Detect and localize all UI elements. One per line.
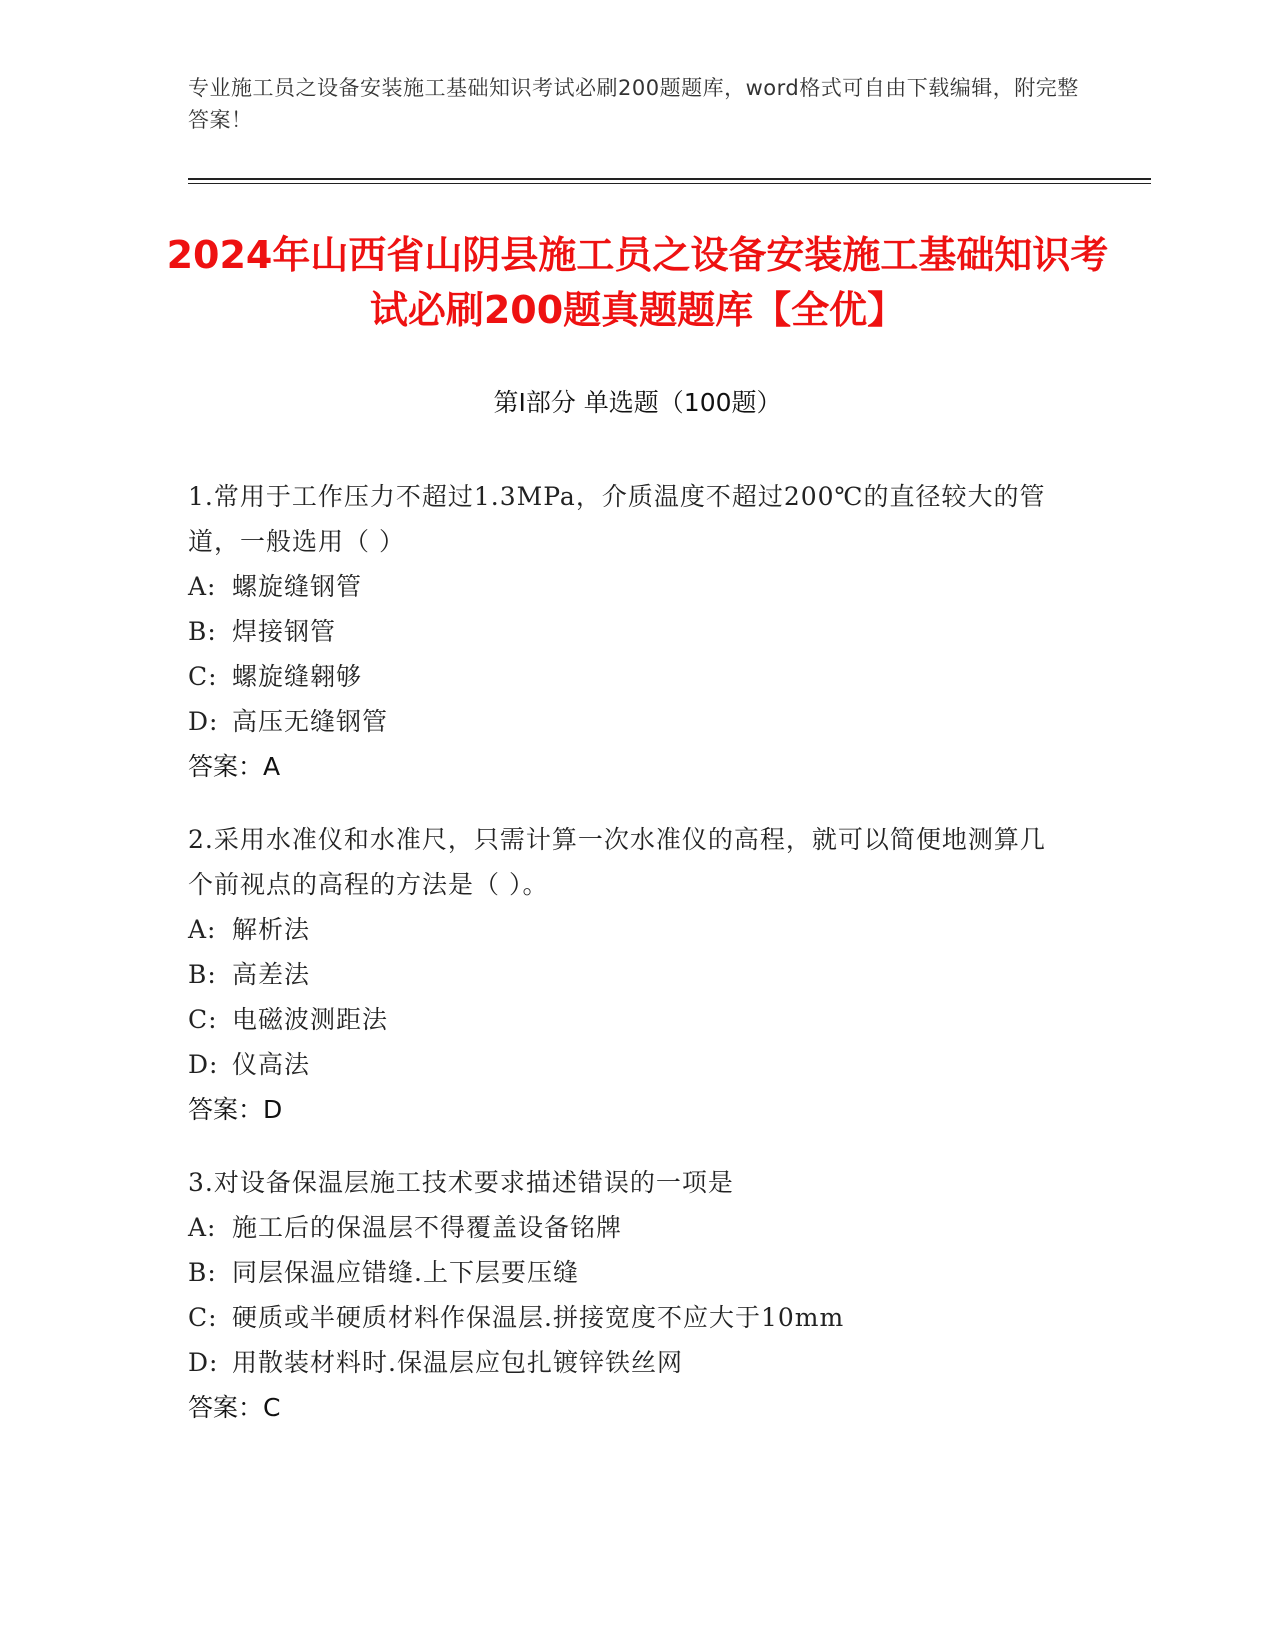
header-rule-thin — [188, 183, 1151, 184]
header-note: 专业施工员之设备安装施工基础知识考试必刷200题题库，word格式可自由下载编辑，附完整答案！ — [188, 76, 1079, 132]
option-text: 用散装材料时.保温层应包扎镀锌铁丝网 — [232, 1348, 683, 1377]
option-letter: A: — [188, 915, 217, 944]
question-stem: 2.采用水准仪和水准尺，只需计算一次水准仪的高程，就可以简便地测算几个前视点的高程的方法是（ ）。 — [188, 825, 1046, 899]
option-b — [188, 1250, 1068, 1295]
option-c — [188, 654, 1068, 699]
option-text: 焊接钢管 — [232, 617, 337, 646]
answer-value: D — [263, 1095, 283, 1124]
option-b — [188, 952, 1068, 997]
answer-line — [188, 1087, 1068, 1132]
option-letter: B: — [188, 1258, 217, 1287]
question-2 — [188, 817, 1068, 1132]
answer-value: A — [263, 752, 281, 781]
option-d — [188, 1042, 1068, 1087]
option-text: 螺旋缝翱够 — [232, 662, 363, 691]
header-rule-thick — [188, 178, 1151, 180]
option-text: 施工后的保温层不得覆盖设备铭牌 — [232, 1213, 623, 1242]
option-text: 高压无缝钢管 — [232, 707, 389, 736]
answer-line — [188, 744, 1068, 789]
option-text: 同层保温应错缝.上下层要压缝 — [232, 1258, 579, 1287]
question-stem: 1.常用于工作压力不超过1.3MPa，介质温度不超过200℃的直径较大的管道，一般选用（ ） — [188, 482, 1046, 556]
answer-label: 答案： — [188, 1095, 264, 1124]
question-1 — [188, 474, 1068, 789]
option-b — [188, 609, 1068, 654]
question-stem: 3.对设备保温层施工技术要求描述错误的一项是 — [188, 1168, 734, 1197]
option-letter: A: — [188, 572, 217, 601]
option-text: 高差法 — [232, 960, 311, 989]
section-title: 第Ⅰ部分 单选题（100题） — [493, 388, 782, 417]
option-letter: B: — [188, 960, 217, 989]
option-letter: C: — [188, 1303, 218, 1332]
option-letter: C: — [188, 1005, 218, 1034]
option-c — [188, 997, 1068, 1042]
option-a — [188, 564, 1068, 609]
option-a — [188, 907, 1068, 952]
answer-label: 答案： — [188, 752, 264, 781]
option-letter: A: — [188, 1213, 217, 1242]
option-letter: D: — [188, 1348, 219, 1377]
option-text: 仪高法 — [232, 1050, 311, 1079]
option-letter: B: — [188, 617, 217, 646]
answer-line — [188, 1385, 1068, 1430]
answer-value: C — [263, 1393, 281, 1422]
option-letter: C: — [188, 662, 218, 691]
document-title: 2024年山西省山阴县施工员之设备安装施工基础知识考试必刷200题真题题库【全优】 — [166, 233, 1109, 332]
option-letter: D: — [188, 707, 219, 736]
option-c — [188, 1295, 1068, 1340]
option-a — [188, 1205, 1068, 1250]
option-letter: D: — [188, 1050, 219, 1079]
option-text: 硬质或半硬质材料作保温层.拼接宽度不应大于10mm — [232, 1303, 845, 1332]
answer-label: 答案： — [188, 1393, 264, 1422]
option-d — [188, 1340, 1068, 1385]
option-text: 电磁波测距法 — [232, 1005, 389, 1034]
question-3 — [188, 1160, 1068, 1430]
option-text: 螺旋缝钢管 — [232, 572, 363, 601]
option-text: 解析法 — [232, 915, 311, 944]
question-list — [188, 474, 1068, 1458]
option-d — [188, 699, 1068, 744]
